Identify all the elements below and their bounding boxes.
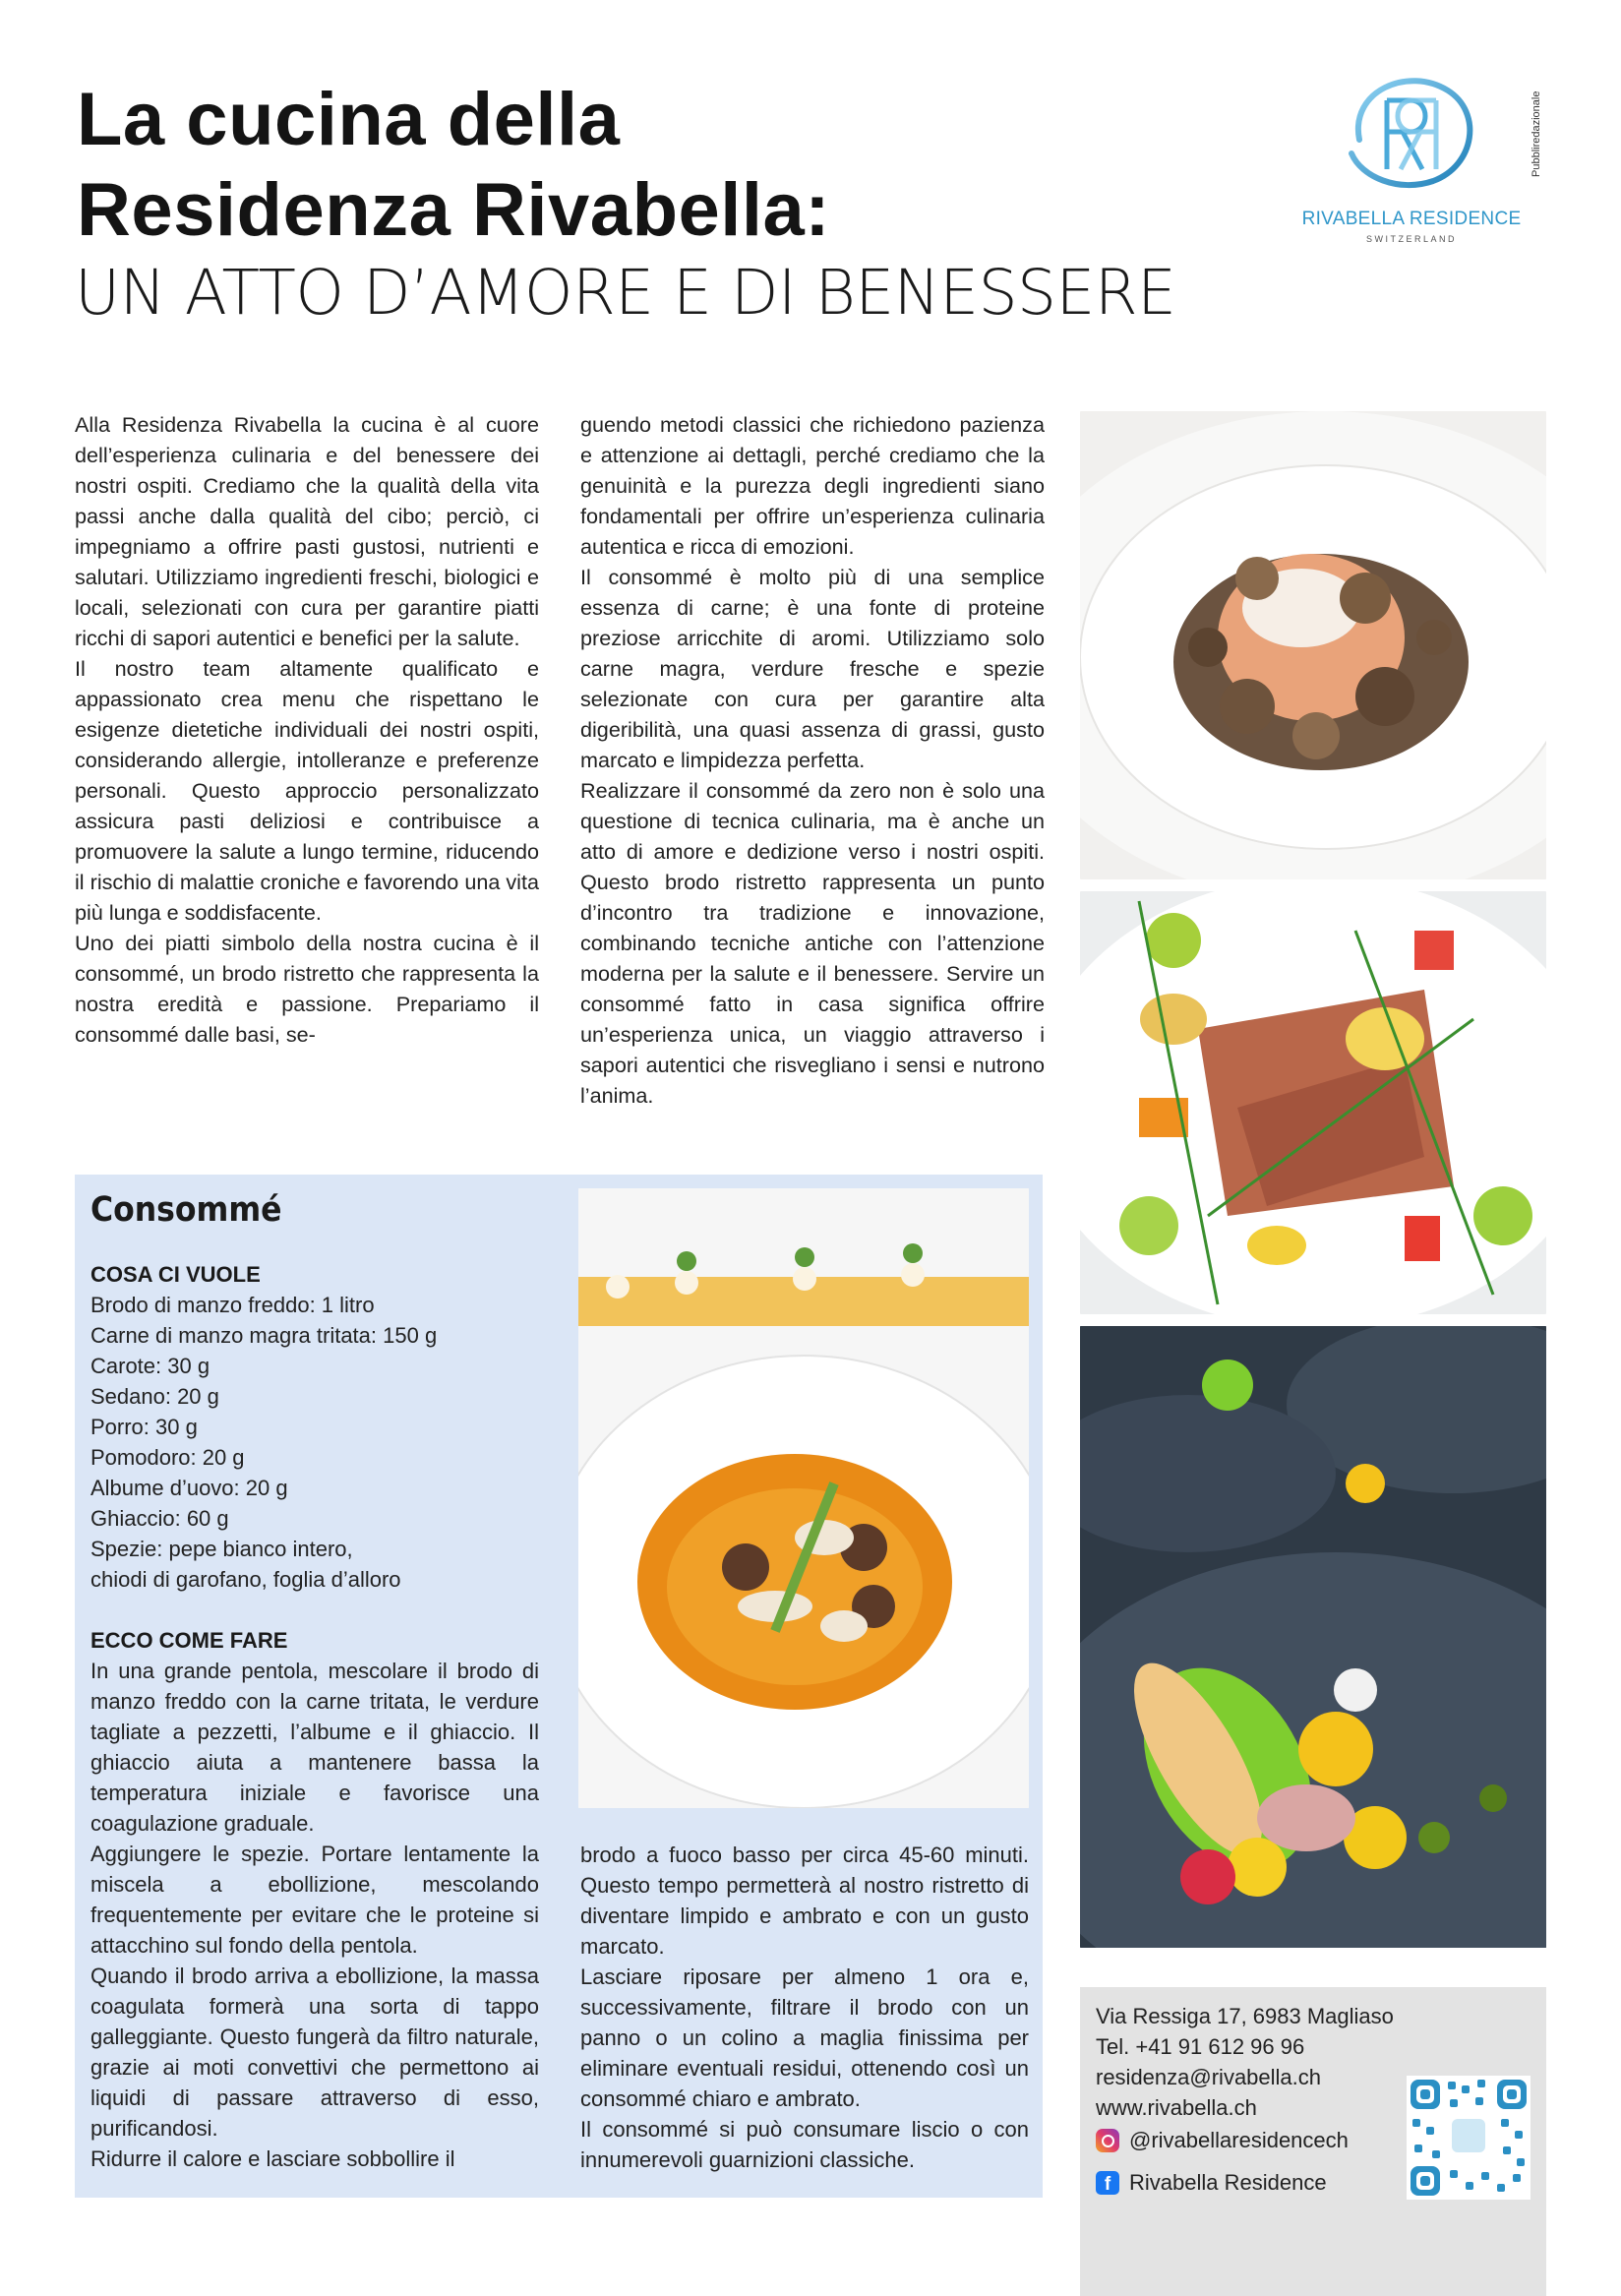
paragraph: Il nostro team altamente qualificato e appassionato crea menu che rispettano le esigenze dietetiche individuali dei nostri ospiti, considerando allergie, intolleranze e preferenze personali. Questo approccio personalizzato assicura pasti deliziosi e contribuisce a promuovere la salute a lungo termine, riducendo il rischio di malattie croniche e favorendo una vita più lunga e soddisfacente. (75, 656, 539, 925)
facebook-name: Rivabella Residence (1129, 2170, 1327, 2195)
facebook-icon: f (1096, 2171, 1119, 2195)
paragraph: Uno dei piatti simbolo della nostra cucina è il consommé, un brodo ristretto che rappresenta la nostra eredità e passione. Prepariamo il consommé dalle basi, se- (75, 931, 539, 1047)
consomme-photo (578, 1188, 1029, 1808)
email-link[interactable]: residenza@rivabella.ch (1096, 2065, 1322, 2089)
ingredient-item: Brodo di manzo freddo: 1 litro (90, 1293, 375, 1317)
subtitle: UN ATTO D’AMORE E DI BENESSERE (75, 257, 1176, 329)
website-link[interactable]: www.rivabella.ch (1096, 2095, 1257, 2120)
ingredients-heading: COSA CI VUOLE (90, 1262, 261, 1287)
article-column-1 (75, 409, 539, 1050)
method-step: Ridurre il calore e lasciare sobbollire il (90, 2146, 455, 2171)
method-column-1 (90, 1625, 539, 2174)
facebook-link[interactable] (1096, 2170, 1327, 2196)
method-step: Quando il brodo arriva a ebollizione, la massa coagulata formerà una sorta di tappo galleggiante. Questo fungerà da filtro naturale, grazie ai moti convettivi che permettono ai liquidi di passare attraverso di esso, purificandosi. (90, 1964, 539, 2141)
method-step: Aggiungere le spezie. Portare lentamente la miscela a ebollizione, mescolando frequentemente per evitare che le proteine si attacchino sul fondo della pentola. (90, 1842, 539, 1958)
truffle-dish-photo (1080, 411, 1546, 879)
paragraph: guendo metodi classici che richiedono pazienza e attenzione ai dettagli, perché crediamo che la genuinità e la purezza degli ingredienti siano fondamentali per offrire un’esperienza culinaria autentica e ricca di emozioni. (580, 412, 1045, 559)
ingredient-item: Sedano: 20 g (90, 1384, 219, 1409)
ingredient-item: Pomodoro: 20 g (90, 1445, 245, 1470)
title-line-1: La cucina della (77, 78, 621, 161)
ingredient-item: Carne di manzo magra tritata: 150 g (90, 1323, 438, 1348)
title-line-2: Residenza Rivabella: (77, 168, 831, 252)
address: Via Ressiga 17, 6983 Magliaso (1096, 2004, 1394, 2028)
paragraph: Alla Residenza Rivabella la cucina è al cuore dell’esperienza culinaria e del benessere dei nostri ospiti. Crediamo che la qualità della vita passi anche dalla qualità del cibo; perciò, ci impegniamo a offrire pasti gustosi, nutrienti e salutari. Utilizziamo ingredienti freschi, biologici e locali, selezionati con cura per garantire piatti ricchi di sapori autentici e benefici per la salute. (75, 412, 539, 650)
phone[interactable]: Tel. +41 91 612 96 96 (1096, 2034, 1305, 2059)
rr-monogram-icon (1340, 71, 1483, 199)
instagram-handle: @rivabellaresidencech (1129, 2128, 1349, 2152)
ingredient-item: chiodi di garofano, foglia d’alloro (90, 1567, 401, 1592)
logo-country: SWITZERLAND (1365, 234, 1457, 244)
dessert-photo (1080, 1326, 1546, 1948)
instagram-icon (1096, 2129, 1119, 2152)
qr-code[interactable] (1407, 2076, 1531, 2200)
duck-dish-photo (1080, 891, 1546, 1314)
method-column-2 (580, 1840, 1029, 2175)
recipe-title: Consommé (90, 1190, 282, 1230)
paragraph: Il consommé è molto più di una semplice essenza di carne; è una fonte di proteine preziose arricchite di aromi. Utilizziamo solo carne magra, verdure fresche e spezie selezionate con cura per garantire alta digeribilità, una quasi assenza di grassi, gusto marcato e limpidezza perfetta. (580, 565, 1045, 772)
rivabella-logo (1269, 71, 1554, 258)
method-step: In una grande pentola, mescolare il brodo di manzo freddo con la carne tritata, le verdure tagliate a pezzetti, l’albume e il ghiaccio. Il ghiaccio aiuta a mantenere bassa la temperatura iniziale e favorisce una coagulazione graduale. (90, 1659, 539, 1836)
ingredient-item: Porro: 30 g (90, 1415, 198, 1439)
ingredient-item: Albume d’uovo: 20 g (90, 1476, 288, 1500)
paragraph: Realizzare il consommé da zero non è solo una questione di tecnica culinaria, ma è anche un atto di amore e dedizione verso i nostri ospiti. Questo brodo ristretto rappresenta un punto d’incontro tra tradizione e innovazione, combinando tecniche antiche con l’attenzione moderna per la salute e il benessere. Servire un consommé fatto in casa significa offrire un’esperienza unica, un viaggio attraverso i sapori autentici che risvegliano i sensi e nutrono l’anima. (580, 778, 1045, 1108)
method-step: Il consommé si può consumare liscio o con innumerevoli guarnizioni classiche. (580, 2117, 1029, 2172)
method-heading: ECCO COME FARE (90, 1628, 288, 1653)
publication-tag: Pubbliredazionale (1531, 91, 1542, 177)
ingredients-list (90, 1259, 543, 1595)
logo-name: RIVABELLA RESIDENCE (1301, 209, 1522, 229)
ingredient-item: Spezie: pepe bianco intero, (90, 1537, 353, 1561)
method-step: Lasciare riposare per almeno 1 ora e, successivamente, filtrare il brodo con un panno o un colino a maglia finissima per eliminare eventuali residui, ottenendo così un consommé chiaro e ambrato. (580, 1964, 1029, 2111)
ingredient-item: Carote: 30 g (90, 1354, 210, 1378)
article-column-2 (580, 409, 1045, 1111)
instagram-link[interactable] (1096, 2128, 1349, 2153)
ingredient-item: Ghiaccio: 60 g (90, 1506, 229, 1531)
method-step: brodo a fuoco basso per circa 45-60 minuti. Questo tempo permetterà al nostro ristretto di diventare limpido e ambrato e con un gusto marcato. (580, 1843, 1029, 1959)
